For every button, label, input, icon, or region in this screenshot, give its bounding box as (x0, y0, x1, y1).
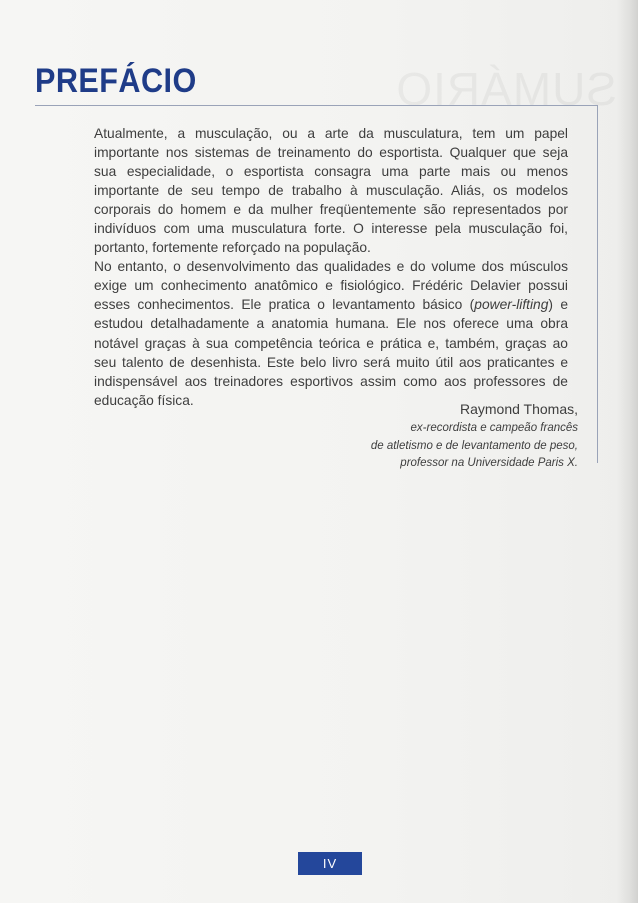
paragraph-2-part-2: ) e estudou detalhadamente a anatomia humana. Ele nos oferece uma obra notável graças à sua competência teórica e prática e, também, graças ao seu talento de desenhista. Este belo livro será muito útil aos praticantes e indispensável aos treinadores esportivos assim como aos professores de educação física. (94, 297, 568, 408)
signature-line-1: ex-recordista e campeão francês (410, 422, 578, 434)
paragraph-2-part-1: No entanto, o desenvolvimento das qualidades e do volume dos músculos exige um conhecimento anatômico e fisiológico. Frédéric Delavier possui esses conhecimentos. Ele pratica o levantamento básico ( (94, 259, 568, 313)
page-title: PREFÁCIO (35, 62, 197, 100)
paragraph-1: Atualmente, a musculação, ou a arte da musculatura, tem um papel importante nos sistemas de treinamento do esportista. Qualquer que seja sua especialidade, o esportista consagra uma parte mais ou menos importante de seu tempo de trabalho à musculação. Aliás, os modelos corporais do homem e da mulher freqüentemente são representados por indivíduos com uma musculatura forte. O interesse pela musculação foi, portanto, fortemente reforçado na população. (94, 126, 568, 256)
title-divider (35, 105, 597, 106)
right-border-rule (597, 105, 598, 463)
signature-line-3: professor na Universidade Paris X. (400, 457, 578, 469)
page-edge-shadow (616, 0, 638, 903)
page-number-tab: IV (298, 852, 362, 875)
preface-body (94, 124, 568, 410)
signature-name: Raymond Thomas, (459, 401, 578, 417)
signature-line-2: de atletismo e de levantamento de peso, (370, 439, 578, 452)
paragraph-2-emphasis: power-lifting (474, 297, 549, 313)
signature-block (371, 398, 578, 473)
paragraph-2 (94, 257, 568, 409)
